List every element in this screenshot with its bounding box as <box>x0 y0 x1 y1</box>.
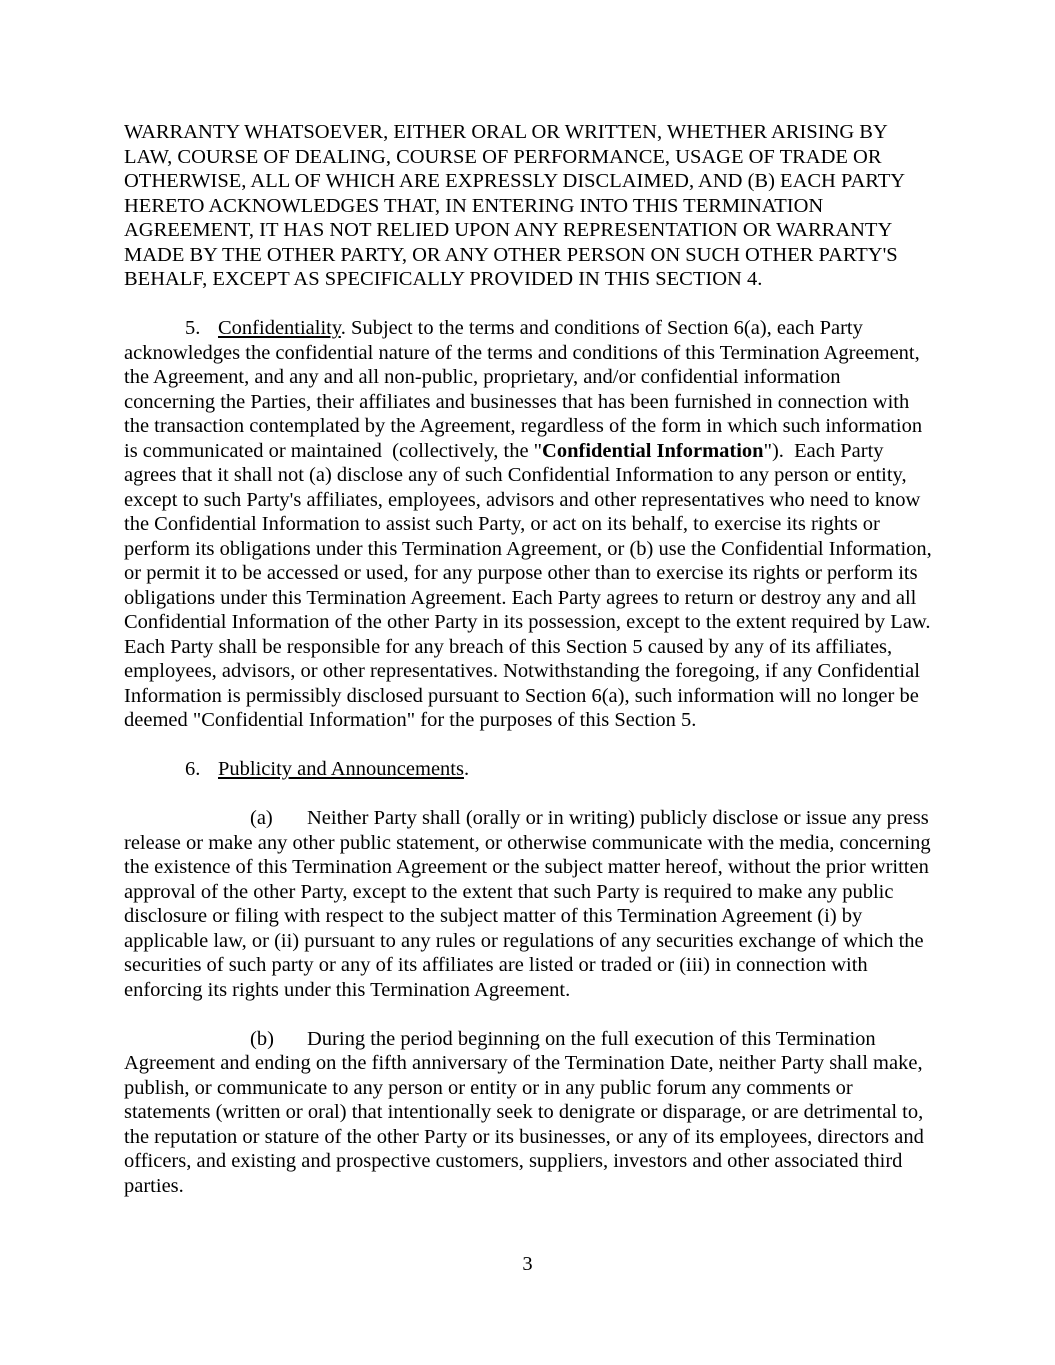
paragraph-warranty-disclaimer <box>124 120 934 292</box>
paragraph-warranty-text: WARRANTY WHATSOEVER, EITHER ORAL OR WRITTEN, WHETHER ARISING BY LAW, COURSE OF DEALING, COURSE OF PERFORMANCE, USAGE OF TRADE OR OTHERWISE, ALL OF WHICH ARE EXPRESSLY DISCLAIMED, AND (B) EACH PARTY HERETO ACKNOWLEDGES THAT, IN ENTERING INTO THIS TERMINATION AGREEMENT, IT HAS NOT RELIED UPON ANY REPRESENTATION OR WARRANTY MADE BY THE OTHER PARTY, OR ANY OTHER PERSON ON SUCH OTHER PARTY'S BEHALF, EXCEPT AS SPECIFICALLY PROVIDED IN THIS SECTION 4. <box>124 121 910 290</box>
section-5-heading: Confidentiality <box>218 317 341 339</box>
page-number: 3 <box>522 1253 533 1275</box>
section-6a-paragraph <box>124 806 934 1002</box>
section-5-number: 5. <box>185 317 201 339</box>
section-6-heading-paragraph <box>124 757 934 782</box>
section-6b-text: During the period beginning on the full execution of this Termination Agreement and ending on the fifth anniversary of the Termination Date, neither Party shall make, publish, or communicate to any person or entity or in any public forum any comments or statements (written or oral) that intentionally seek to denigrate or disparage, or are detrimental to, the reputation or stature of the other Party or its businesses, or any of its employees, directors and officers, and existing and prospective customers, suppliers, investors and other associated third parties. <box>124 1027 929 1197</box>
section-5-body-after-bold: "). Each Party agrees that it shall not (a) disclose any of such Confidential Information to any person or entity, except to such Party's affiliates, employees, advisors and other representatives who need to know the Confidential Information to assist such Party, or act on its behalf, to exercise its rights or perform its obligations under this Termination Agreement, or (b) use the Confidential Information, or permit it to be accessed or used, for any purpose other than to exercise its rights or perform its obligations under this Termination Agreement. Each Party agrees to return or destroy any and all Confidential Information of the other Party in its possession, except to the extent required by Law. Each Party shall be responsible for any breach of this Section 5 caused by any of its affiliates, employees, advisors, or other representatives. Notwithstanding the foregoing, if any Confidential Information is permissibly disclosed pursuant to Section 6(a), such information will no longer be deemed "Confidential Information" for the purposes of this Section 5. <box>124 439 941 731</box>
section-6-number: 6. <box>185 758 201 780</box>
section-6-heading: Publicity and Announcements <box>218 758 464 780</box>
defined-term-confidential-information: Confidential Information <box>542 439 764 462</box>
section-6b-label: (b) <box>250 1027 274 1050</box>
section-6b-paragraph <box>124 1027 934 1199</box>
section-6a-text: Neither Party shall (orally or in writing) publicly disclose or issue any press release or make any other public statement, or otherwise communicate with the media, concerning the existence of this Termination Agreement or the subject matter hereof, without the prior written approval of the other Party, except to the extent that such Party is required to make any public disclosure or filing with respect to the subject matter of this Termination Agreement (i) by applicable law, or (ii) pursuant to any rules or regulations of any securities exchange of which the securities of such party or any of its affiliates are listed or traded or (iii) in connection with enforcing its rights under this Termination Agreement. <box>124 807 936 1001</box>
document-content <box>124 120 941 1198</box>
section-6a-label: (a) <box>250 807 273 829</box>
section-5-body-before-bold: . Subject to the terms and conditions of Section 6(a), each Party acknowledges the confidential nature of the terms and conditions of this Termination Agreement, the Agreement, and any and all non-public, proprietary, and/or confidential information concerning the Parties, their affiliates and businesses that has been furnished in connection with the transaction contemplated by the Agreement, regardless of the form in which such information is communicated or maintained (collectively, the " <box>124 317 928 462</box>
section-6-heading-period: . <box>463 758 470 780</box>
section-5-confidentiality-paragraph <box>124 316 941 733</box>
